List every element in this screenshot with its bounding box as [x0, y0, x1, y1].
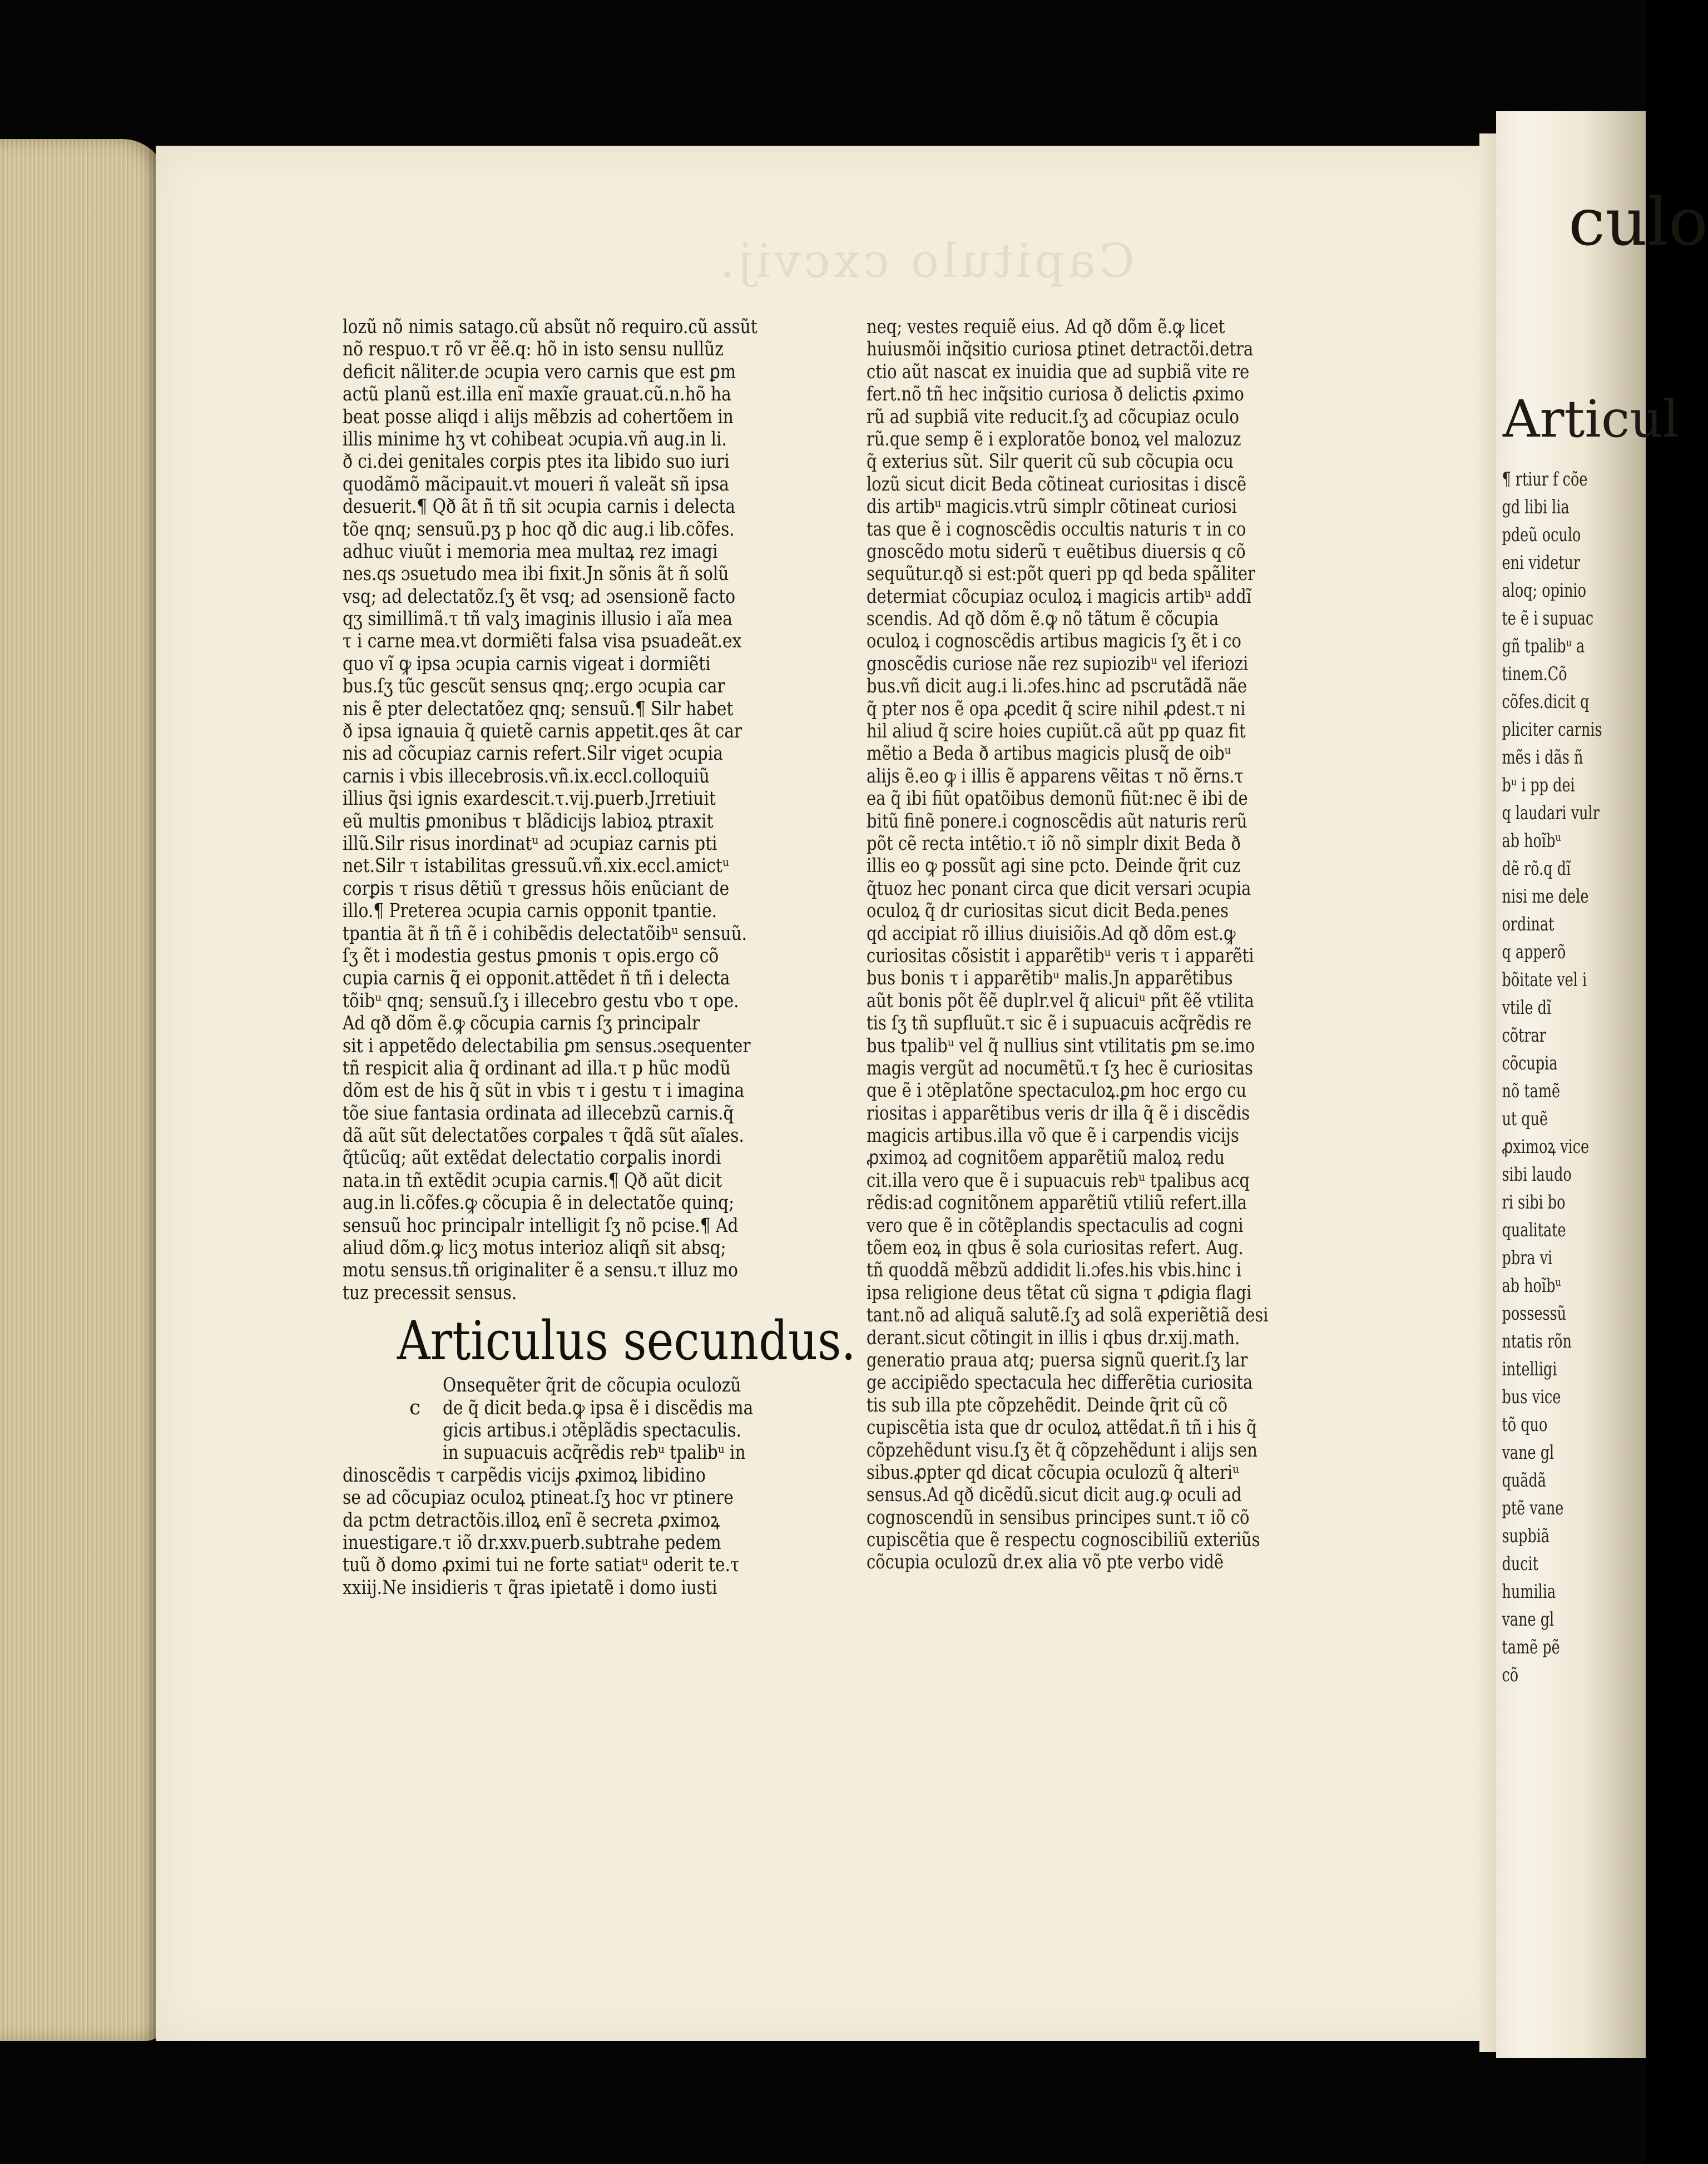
right-page-line: tamẽ pẽ [1502, 1636, 1560, 1658]
text-line [867, 675, 1384, 697]
right-page-line: mẽs i dãs ñ [1502, 746, 1583, 769]
text-line-text: bitũ finẽ ponere.i cognoscẽdis aũt naturis rerũ [867, 810, 1247, 833]
text-line-text: net.Silr τ istabilitas gressuũ.vñ.xix.eccl.amictᵘ [343, 855, 729, 878]
text-line [343, 1035, 860, 1057]
text-line [343, 720, 860, 742]
text-line [343, 878, 860, 900]
text-line [343, 675, 860, 697]
text-line [343, 450, 860, 473]
text-line [867, 1102, 1384, 1125]
text-line [867, 1304, 1384, 1326]
text-line [343, 698, 860, 720]
text-line-text: nata.in tñ extẽdit ɔcupia carnis.¶ Qð aũt dicit [343, 1169, 722, 1192]
text-line [867, 338, 1384, 360]
text-line-text: gnoscẽdo motu siderũ τ euẽtibus diuersis q cõ [867, 540, 1246, 563]
text-line [867, 1125, 1384, 1147]
text-line-text: tõe qnq; sensuũ.pʒ p hoc qð dic aug.i lib.cõfes. [343, 518, 735, 541]
text-line [867, 1371, 1384, 1394]
text-line-text: q̃tuoz hec ponant circa que dicit versari ɔcupia [867, 877, 1251, 900]
text-line [867, 1327, 1384, 1349]
text-line-text: ea q̃ ibi fiũt opatõibus demonũ fiũt:nec ẽ ibi de [867, 788, 1248, 810]
text-line [867, 653, 1384, 675]
text-line-text: ꝓximoꝝ ad cognitõem apparẽtiũ maloꝝ redu [867, 1147, 1225, 1170]
text-line [867, 1462, 1384, 1484]
text-line-text: cupiscẽtia ista que dr oculoꝝ attẽdat.ñ tñ i his q̃ [867, 1417, 1257, 1439]
text-line-text: da pctm detractõis.illoꝝ enĩ ẽ secreta ꝓximoꝝ [343, 1509, 720, 1532]
text-line-text: sensus.Ad qð dicẽdũ.sicut dicit aug.ꝙ oculi ad [867, 1484, 1242, 1507]
text-line [343, 1192, 860, 1214]
text-line [343, 1554, 860, 1576]
text-line [867, 1192, 1384, 1214]
text-line [867, 765, 1384, 788]
text-line-text: sit i appetẽdo delectabilia ꝑm sensus.ɔsequenter [343, 1034, 751, 1057]
text-line-text: tis ſʒ tñ supfluũt.τ sic ẽ i supuacuis acq̃rẽdis re [867, 1012, 1252, 1035]
text-line [867, 428, 1384, 450]
text-line [867, 1529, 1384, 1551]
text-line [343, 1259, 860, 1281]
text-line-text: cupiscẽtia que ẽ respectu cognoscibiliũ exteriũs [867, 1529, 1260, 1552]
text-line [867, 1170, 1384, 1192]
text-line-text: cõpzehẽdunt visu.ſʒ ẽt q̃ cõpzehẽdunt i alijs sen [867, 1439, 1258, 1462]
text-line-text: mẽtio a Beda ð artibus magicis plusq̃ de oibᵘ [867, 742, 1231, 765]
right-page-line: pdeũ oculo [1502, 524, 1581, 546]
right-page-line: gñ tpalibᵘ a [1502, 635, 1585, 657]
text-line-text: qʒ simillimã.τ tñ valʒ imaginis illusio i aĩa mea [343, 608, 732, 631]
text-line [343, 945, 860, 967]
right-page-line: intelligi [1502, 1358, 1557, 1380]
text-line-text: bus.ſʒ tũc gescũt sensus qnq;.ergo ɔcupia car [343, 675, 725, 698]
indented-line [343, 1397, 860, 1419]
text-line [343, 630, 860, 652]
text-line [343, 361, 860, 383]
right-page-line: quãdã [1502, 1469, 1546, 1492]
text-line-text: huiusmõi inq̃sitio curiosa ꝑtinet detractõi.detra [867, 338, 1254, 361]
text-line-text: se ad cõcupiaz oculoꝝ ptineat.ſʒ hoc vr ptinere [343, 1487, 734, 1509]
right-page-title: culo [1568, 184, 1708, 260]
text-line-text: motu sensus.tñ originaliter ẽ a sensu.τ illuz mo [343, 1259, 738, 1282]
text-line-text: q̃ exterius sũt. Silr querit cũ sub cõcupia ocu [867, 450, 1234, 473]
text-line [867, 878, 1384, 900]
right-page-line: cõcupia [1502, 1052, 1558, 1074]
text-line-text: vsq; ad delectatõz.ſʒ ẽt vsq; ad ɔsensionẽ facto [343, 585, 736, 608]
text-line [867, 900, 1384, 922]
text-line-text: tõem eoꝝ in qbus ẽ sola curiositas refert. Aug. [867, 1237, 1244, 1260]
right-page-line: cõfes.dicit q [1502, 691, 1590, 713]
text-line-text: cõcupia oculozũ dr.ex alia võ pte verbo vidẽ [867, 1551, 1224, 1574]
right-page-line: eni videtur [1502, 552, 1581, 574]
text-line [867, 518, 1384, 541]
text-line-text: tuz precessit sensus. [343, 1281, 517, 1304]
text-line [343, 967, 860, 989]
text-line-text: rũ.que semp ẽ i exploratõe bonoꝝ vel malozuz [867, 428, 1241, 450]
text-line-text: scendis. Ad qð dõm ẽ.ꝙ nõ tãtum ẽ cõcupia [867, 608, 1219, 631]
text-line-text: dã aũt sũt delectatões corꝑales τ q̃dã sũt aĩales. [343, 1125, 744, 1147]
text-line-text: tñ quoddã mẽbzũ addidit li.ɔfes.his vbis.hinc i [867, 1259, 1241, 1282]
right-page-line: vane gl [1502, 1442, 1554, 1464]
text-line-text: dinoscẽdis τ carpẽdis vicijs ꝓximoꝝ libidino [343, 1464, 706, 1487]
right-page-line: ꝓximoꝝ vice [1502, 1136, 1590, 1158]
text-line-text: generatio praua atq; puersa signũ querit.ſʒ lar [867, 1349, 1248, 1371]
text-line [867, 1439, 1384, 1462]
text-line [867, 833, 1384, 855]
text-line [343, 1012, 860, 1034]
text-line-text: q̃tũcũq; aũt extẽdat delectatio corꝑalis inordi [343, 1147, 721, 1170]
right-page-line: sibi laudo [1502, 1163, 1572, 1186]
text-line-text: cupia carnis q̃ ei opponit.attẽdet ñ tñ i delecta [343, 967, 730, 990]
text-line [867, 1484, 1384, 1506]
text-line-text: ipsa religione deus tẽtat cũ signa τ ꝓdigia flagi [867, 1281, 1252, 1304]
indented-line [343, 1374, 860, 1397]
right-page-line: cõtrar [1502, 1024, 1546, 1047]
text-line-text: dis artibᵘ magicis.vtrũ simplr cõtineat curiosi [867, 496, 1237, 518]
text-line-text: beat posse aliqd i alijs mẽbzis ad cohertõem in [343, 405, 734, 428]
text-line [343, 1147, 860, 1169]
text-line [867, 473, 1384, 496]
text-line-text: tõibᵘ qnq; sensuũ.ſʒ i illecebro gestu vbo τ ope. [343, 989, 739, 1012]
text-line-text: tpantia ãt ñ tñ ẽ i cohibẽdis delectatõibᵘ sensuũ. [343, 922, 747, 945]
text-line [343, 653, 860, 675]
text-line [867, 496, 1384, 518]
right-page-line: ducit [1502, 1553, 1538, 1575]
text-line-text: illius q̃si ignis exardescit.τ.vij.puerb.Jrretiuit [343, 788, 716, 810]
text-line-text: aug.in li.cõfes.ꝙ cõcupia ẽ in delectatõe quinq; [343, 1192, 735, 1215]
text-line-text: nis ad cõcupiaz carnis refert.Silr viget ɔcupia [343, 742, 723, 765]
text-line [867, 1507, 1384, 1529]
right-page-line: bõitate vel i [1502, 969, 1587, 991]
text-line [343, 923, 860, 945]
text-line-text: ctio aũt nascat ex inuidia que ad supbiã vite re [867, 360, 1250, 383]
right-page-line: nisi me dele [1502, 885, 1589, 908]
text-line [343, 1464, 860, 1487]
text-line-text: determiat cõcupiaz oculoꝝ i magicis artibᵘ addĩ [867, 585, 1252, 608]
right-page-heading: Articul [1503, 389, 1680, 449]
text-line-text: que ẽ i ɔtẽplatõne spectaculoꝝ.ꝑm hoc ergo cu [867, 1079, 1247, 1102]
text-line [343, 1509, 860, 1532]
text-line-text: ð ci.dei genitales corꝑis ptes ita libido suo iuri [343, 450, 730, 473]
right-page-line: ordinat [1502, 913, 1554, 935]
article-heading-text: Articulus secundus. [397, 1310, 856, 1373]
right-page-line: cõ [1502, 1664, 1519, 1686]
text-line [343, 742, 860, 765]
text-line-text: tas que ẽ i cognoscẽdis occultis naturis τ in co [867, 518, 1246, 541]
text-line [343, 1577, 860, 1599]
text-line-text: vero que ẽ in cõtẽplandis spectaculis ad cogni [867, 1214, 1244, 1237]
text-line-text: lozũ nõ nimis satago.cũ absũt nõ requiro.cũ assũt [343, 316, 758, 338]
text-line-text: xxiij.Ne insidieris τ q̃ras ipietatẽ i domo iusti [343, 1576, 717, 1599]
text-line-text: tant.nõ ad aliquã salutẽ.ſʒ ad solã experiẽtiã desi [867, 1304, 1269, 1327]
text-line-text: actũ planũ est.illa enĩ maxĩe grauat.cũ.n.hõ ha [343, 383, 731, 406]
text-line [867, 1147, 1384, 1169]
text-line-text: eũ multis ꝑmonibus τ blãdicijs labioꝝ ptraxit [343, 810, 714, 833]
text-line-text: tis sub illa pte cõpzehẽdit. Deinde q̃rit cũ cõ [867, 1394, 1228, 1417]
article-heading [397, 1310, 860, 1373]
text-line-text: illũ.Silr risus inordinatᵘ ad ɔcupiaz carnis pti [343, 832, 717, 855]
right-page-line: humilia [1502, 1581, 1556, 1603]
text-line [343, 338, 860, 360]
text-line-text: nis ẽ pter delectatõez qnq; sensuũ.¶ Silr habet [343, 697, 734, 720]
text-line-text: qd accipiat rõ illius diuisiõis.Ad qð dõm est.ꝙ [867, 922, 1236, 945]
text-line-text: sequũtur.qð si est:põt queri pp qd beda spãliter [867, 563, 1255, 586]
text-line-text: bus.vñ dicit aug.i li.ɔfes.hinc ad pscrutãdã nãe [867, 675, 1247, 698]
right-page-line: ptẽ vane [1502, 1497, 1564, 1519]
right-page-line: ab hoĩbᵘ [1502, 1275, 1561, 1297]
text-line [343, 608, 860, 630]
text-line-text: aũt bonis põt ẽẽ duplr.vel q̃ alicuiᵘ pñt ẽẽ vtilita [867, 989, 1254, 1012]
text-line [343, 1282, 860, 1304]
text-line [867, 563, 1384, 585]
text-line [343, 316, 860, 338]
text-line-text: carnis i vbis illecebrosis.vñ.ix.eccl.colloquiũ [343, 765, 710, 788]
text-line [867, 720, 1384, 742]
text-line-text: inuestigare.τ iõ dr.xxv.puerb.subtrahe pedem [343, 1531, 721, 1554]
right-page-line: ut quẽ [1502, 1108, 1548, 1130]
text-line [343, 1487, 860, 1509]
text-line-text: ſʒ ẽt i modestia gestus ꝑmonis τ opis.ergo cõ [343, 944, 719, 967]
text-line [867, 698, 1384, 720]
text-line-text: cognoscendũ in sensibus principes sunt.τ iõ cõ [867, 1506, 1250, 1529]
text-line-text: alijs ẽ.eo ꝙ i illis ẽ apparens vẽitas τ nõ ẽrns.τ [867, 765, 1244, 788]
right-page-line: q apperõ [1502, 941, 1566, 963]
text-line [867, 1237, 1384, 1259]
text-line [867, 788, 1384, 810]
text-line-text: τ i carne mea.vt dormiẽti falsa visa psuadeãt.ex [343, 630, 742, 653]
text-line-text: sensuũ hoc principalr intelligit ſʒ nõ pcise.¶ Ad [343, 1214, 739, 1237]
text-line-text: oculoꝝ i cognoscẽdis artibus magicis ſʒ ẽt i co [867, 630, 1241, 653]
right-page-line: possessũ [1502, 1303, 1567, 1325]
text-line-text: rũ ad supbiã vite reducit.ſʒ ad cõcupiaz oculo [867, 405, 1239, 428]
text-line [867, 1215, 1384, 1237]
text-line-text: curiositas cõsistit i apparẽtibᵘ veris τ i apparẽti [867, 944, 1254, 967]
text-line-text: Ad qð dõm ẽ.ꝙ cõcupia carnis ſʒ principalr [343, 1012, 700, 1035]
text-line [867, 923, 1384, 945]
right-page-lines [1496, 378, 1680, 1689]
text-line [343, 586, 860, 608]
text-line-text: illis eo ꝙ possũt agi sine pcto. Deinde q̃rit cuz [867, 855, 1241, 878]
text-line-text: nõ respuo.τ rõ vr ẽẽ.q: hõ in isto sensu nullũz [343, 338, 724, 361]
text-line [343, 810, 860, 833]
right-text-column [867, 316, 1384, 1574]
right-page-line: supbiã [1502, 1525, 1550, 1547]
text-line [867, 742, 1384, 765]
text-line-text: oculoꝝ q̃ dr curiositas sicut dicit Beda.penes [867, 900, 1229, 923]
right-page-line: vtile dĩ [1502, 997, 1552, 1019]
text-line [867, 1035, 1384, 1057]
right-page-line: q laudari vulr [1502, 802, 1600, 824]
text-line [867, 1349, 1384, 1371]
right-page-line: ntatis rõn [1502, 1330, 1572, 1353]
text-line-text: illis minime hʒ vt cohibeat ɔcupia.vñ aug.in li. [343, 428, 727, 450]
text-line [867, 361, 1384, 383]
text-line-text: sibus.ꝓpter qd dicat cõcupia oculozũ q̃ alteriᵘ [867, 1461, 1239, 1484]
text-line [343, 1237, 860, 1259]
text-line [867, 541, 1384, 563]
text-line [867, 630, 1384, 652]
indented-line-text: gicis artibus.i ɔtẽplãdis spectaculis. [443, 1419, 741, 1442]
text-line [867, 1417, 1384, 1439]
text-line [867, 810, 1384, 833]
text-line [343, 900, 860, 922]
text-line-text: deficit nãliter.de ɔcupia vero carnis que est ꝑm [343, 360, 736, 383]
text-line-text: dõm est de his q̃ sũt in vbis τ i gestu τ i imagina [343, 1079, 745, 1102]
text-line-text: illo.¶ Preterea ɔcupia carnis opponit tpantie. [343, 900, 717, 923]
text-line [867, 1282, 1384, 1304]
text-line-text: adhuc viuũt i memoria mea multaꝝ rez imagi [343, 540, 718, 563]
text-line-text: lozũ sicut dicit Beda cõtineat curiositas i discẽ [867, 473, 1247, 496]
text-line-text: tñ respicit alia q̃ ordinant ad illa.τ p hũc modũ [343, 1057, 731, 1079]
text-line-text: rẽdis:ad cognitõnem apparẽtiũ vtiliũ refert.illa [867, 1192, 1247, 1215]
text-line [343, 990, 860, 1012]
text-line [343, 383, 860, 405]
text-line [343, 428, 860, 450]
text-line-text: tõe siue fantasia ordinata ad illecebzũ carnis.q̃ [343, 1102, 734, 1125]
text-line [343, 833, 860, 855]
right-page-line: tõ quo [1502, 1414, 1548, 1436]
right-page-line: tinem.Cõ [1502, 663, 1567, 685]
right-page-line: ri sibi bo [1502, 1191, 1566, 1214]
text-line [343, 1215, 860, 1237]
text-line [867, 1259, 1384, 1281]
right-page-line: te ẽ i supuac [1502, 607, 1594, 630]
text-line-text: ð ipsa ignauia q̃ quietẽ carnis appetit.qes ãt car [343, 720, 742, 743]
text-line-text: põt cẽ recta intẽtio.τ iõ nõ simplr dixit Beda ð [867, 832, 1241, 855]
text-line [867, 1394, 1384, 1417]
text-line-text: fert.nõ tñ hec inq̃sitio curiosa ð delictis ꝓximo [867, 383, 1244, 406]
right-page-line: pbra vi [1502, 1247, 1553, 1269]
text-line [867, 1012, 1384, 1034]
text-line [343, 496, 860, 518]
text-line [343, 563, 860, 585]
text-line-text: ge accipiẽdo spectacula hec differẽtia curiosita [867, 1371, 1253, 1394]
text-line-text: riositas i apparẽtibus veris dr illa q̃ ẽ i discẽdis [867, 1102, 1250, 1125]
text-line-text: magis vergũt ad nocumẽtũ.τ ſʒ hec ẽ curiositas [867, 1057, 1253, 1079]
text-line-text: nes.qs ɔsuetudo mea ibi fixit.Jn sõnis ãt ñ solũ [343, 563, 729, 586]
right-page-line: ab hoĩbᵘ [1502, 830, 1561, 852]
right-page-line: pliciter carnis [1502, 719, 1602, 741]
bleed-through-heading: Capitulo cxcvij. [716, 234, 1135, 288]
text-line-text: bus tpalibᵘ vel q̃ nullius sint vtilitatis ꝑm se.imo [867, 1034, 1255, 1057]
right-page-fragment [1496, 111, 1708, 2058]
text-line-text: derant.sicut cõtingit in illis i qbus dr.xij.math. [867, 1326, 1240, 1349]
text-line [867, 608, 1384, 630]
text-line [343, 765, 860, 788]
text-line-text: cit.illa vero que ẽ i supuacuis rebᵘ tpalibus acq [867, 1169, 1250, 1192]
indented-line-text: Onsequẽter q̃rit de cõcupia oculozũ [443, 1374, 741, 1397]
text-line [343, 518, 860, 541]
text-line-text: tuũ ð domo ꝓximi tui ne forte satiatᵘ oderit te.τ [343, 1554, 740, 1577]
indented-line-text: de q̃ dicit beda.ꝙ ipsa ẽ i discẽdis ma [443, 1397, 754, 1419]
indented-line [343, 1442, 860, 1464]
text-line-text: desuerit.¶ Qð ãt ñ tñ sit ɔcupia carnis i delecta [343, 496, 735, 518]
right-page-line: aloq; opinio [1502, 580, 1586, 602]
text-line [343, 1532, 860, 1554]
text-line-text: gnoscẽdis curiose nãe rez supiozibᵘ vel iferiozi [867, 652, 1249, 675]
text-line [343, 1079, 860, 1102]
text-line [867, 383, 1384, 405]
text-line [343, 1057, 860, 1079]
text-line [867, 945, 1384, 967]
text-line [343, 406, 860, 428]
text-line [867, 1057, 1384, 1079]
text-line [867, 1079, 1384, 1102]
right-page-line: dẽ rõ.q dĩ [1502, 858, 1571, 880]
text-line [343, 1170, 860, 1192]
text-line-text: neq; vestes requiẽ eius. Ad qð dõm ẽ.ꝙ licet [867, 316, 1225, 338]
indented-line-text: in supuacuis acq̃rẽdis rebᵘ tpalibᵘ in [443, 1442, 746, 1464]
text-line-text: quodãmõ mãcipauit.vt moueri ñ valeãt sñ ipsa [343, 473, 729, 496]
text-line-text: bus bonis τ i apparẽtibᵘ malis.Jn apparẽtibus [867, 967, 1233, 990]
text-line-text: aliud dõm.ꝙ licʒ motus interioz aliqñ sit absq; [343, 1237, 726, 1260]
text-line-text: hil aliud q̃ scire hoies cupiũt.cã aũt pp quaz fit [867, 720, 1246, 743]
text-line [343, 1125, 860, 1147]
initial-indent-block [343, 1374, 860, 1464]
text-line [867, 990, 1384, 1012]
left-text-column [343, 316, 860, 1599]
text-line [867, 586, 1384, 608]
right-page-line: qualitate [1502, 1219, 1566, 1241]
initial-guide-letter: c [409, 1396, 421, 1419]
right-page-line: bus vice [1502, 1386, 1561, 1408]
text-line [343, 788, 860, 810]
text-line [867, 1551, 1384, 1573]
text-line [867, 855, 1384, 877]
text-line [867, 316, 1384, 338]
text-line [343, 473, 860, 496]
right-page-line: bᵘ i pp dei [1502, 774, 1575, 796]
text-line-text: q̃ pter nos ẽ opa ꝓcedit q̃ scire nihil ꝓdest.τ ni [867, 697, 1246, 720]
text-line [867, 406, 1384, 428]
text-line [867, 967, 1384, 989]
page-stack-edge [0, 139, 167, 2041]
right-page-line: gd libi lia [1502, 496, 1570, 518]
text-line-text: quo vĩ ꝙ ipsa ɔcupia carnis vigeat i dormiẽti [343, 652, 711, 675]
right-page-line: nõ tamẽ [1502, 1080, 1561, 1102]
text-line [343, 855, 860, 877]
text-line-text: magicis artibus.illa võ que ẽ i carpendis vicijs [867, 1125, 1239, 1147]
indented-line [343, 1419, 860, 1442]
right-page-line: ¶ rtiur f cõe [1502, 468, 1588, 491]
text-line [343, 1102, 860, 1125]
text-line [343, 541, 860, 563]
text-line [867, 450, 1384, 473]
text-line-text: corꝑis τ risus dẽtiũ τ gressus hõis enũciant de [343, 877, 730, 900]
right-page-line: vane gl [1502, 1608, 1554, 1631]
